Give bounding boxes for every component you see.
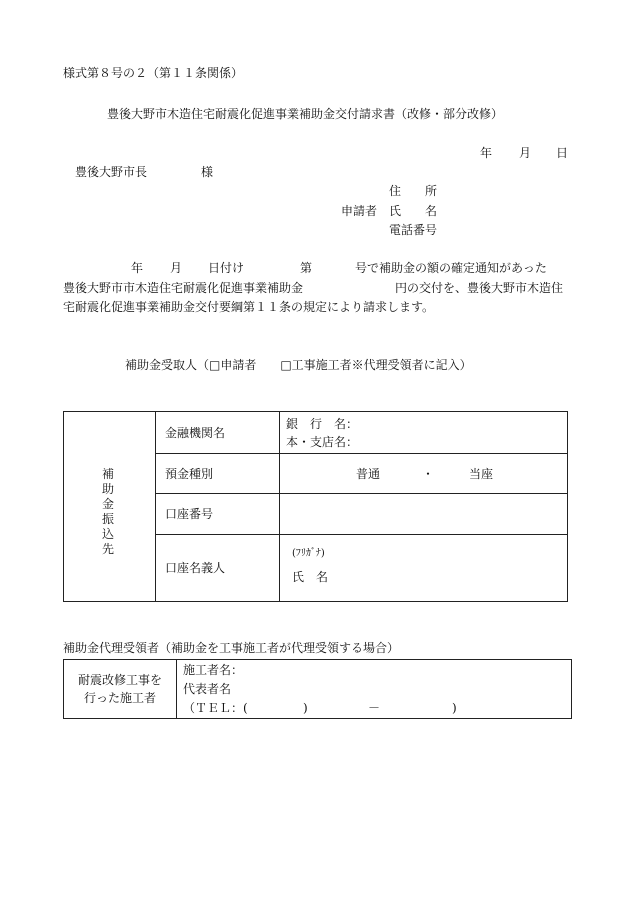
proxy-table-border	[63, 659, 572, 719]
applicant-address-label: 住 所	[389, 184, 438, 198]
recipient-line: 補助金受取人（□申請者 □工事施工者※代理受領者に記入）	[125, 358, 472, 372]
applicant-phone-label: 電話番号	[389, 223, 438, 237]
proxy-label-line1: 耐震改修工事を	[77, 673, 162, 687]
body-date-suffix: 日付け	[208, 261, 245, 275]
bank-name-line[interactable]: 銀 行 名：	[286, 417, 359, 431]
bank-table-divider-1	[155, 411, 156, 602]
contractor-name[interactable]: 施工者名：	[183, 663, 244, 677]
representative-name[interactable]: 代表者名	[183, 682, 232, 696]
tel-close-paren: )	[303, 701, 308, 715]
bank-row-line-3	[155, 534, 568, 535]
account-holder-furigana[interactable]: (ﾌﾘｶﾞﾅ)	[292, 548, 325, 559]
proxy-label-line2: 行った施工者	[83, 691, 156, 705]
bank-row-line-1	[155, 453, 568, 454]
date-year: 年	[480, 146, 493, 160]
addressee-honorific: 様	[201, 165, 214, 179]
date-month: 月	[519, 146, 532, 160]
bank-side-label: 補助金振込先	[101, 467, 114, 556]
applicant-label: 申請者	[341, 204, 378, 218]
body-line1-tail: 号で補助金の額の確定通知があった	[355, 261, 547, 275]
account-number-field[interactable]	[280, 494, 567, 534]
body-year: 年	[131, 261, 144, 275]
deposit-type-label: 預金種別	[165, 467, 214, 481]
body-line2-a: 豊後大野市市木造住宅耐震化促進事業補助金	[63, 281, 304, 295]
tel-dash: －	[368, 701, 381, 715]
proxy-table-divider	[176, 659, 177, 719]
body-month: 月	[170, 261, 183, 275]
proxy-heading: 補助金代理受領者（補助金を工事施工者が代理受領する場合）	[63, 641, 400, 655]
form-number: 様式第８号の２（第１１条関係）	[63, 66, 244, 80]
account-number-label: 口座番号	[165, 507, 214, 521]
document-title: 豊後大野市木造住宅耐震化促進事業補助金交付請求書（改修・部分改修）	[107, 107, 504, 121]
tel-end-paren: )	[452, 701, 457, 715]
branch-name-line[interactable]: 本・支店名：	[286, 435, 359, 449]
body-line3: 宅耐震化促進事業補助金交付要綱第１１条の規定により請求します。	[63, 300, 435, 314]
body-number-prefix: 第	[300, 261, 313, 275]
addressee-name: 豊後大野市長	[75, 165, 148, 179]
deposit-type-checking[interactable]: 当座	[469, 467, 494, 481]
account-holder-name[interactable]: 氏 名	[292, 570, 329, 584]
body-line2-b: 円の交付を、豊後大野市木造住	[395, 281, 564, 295]
date-day: 日	[556, 146, 569, 160]
applicant-name-label: 氏 名	[389, 204, 438, 218]
bank-name-label: 金融機関名	[165, 426, 226, 440]
tel-prefix: （ＴＥＬ：(	[183, 701, 248, 715]
deposit-type-separator: ・	[422, 467, 435, 481]
deposit-type-ordinary[interactable]: 普通	[356, 467, 381, 481]
account-holder-label: 口座名義人	[165, 561, 226, 575]
